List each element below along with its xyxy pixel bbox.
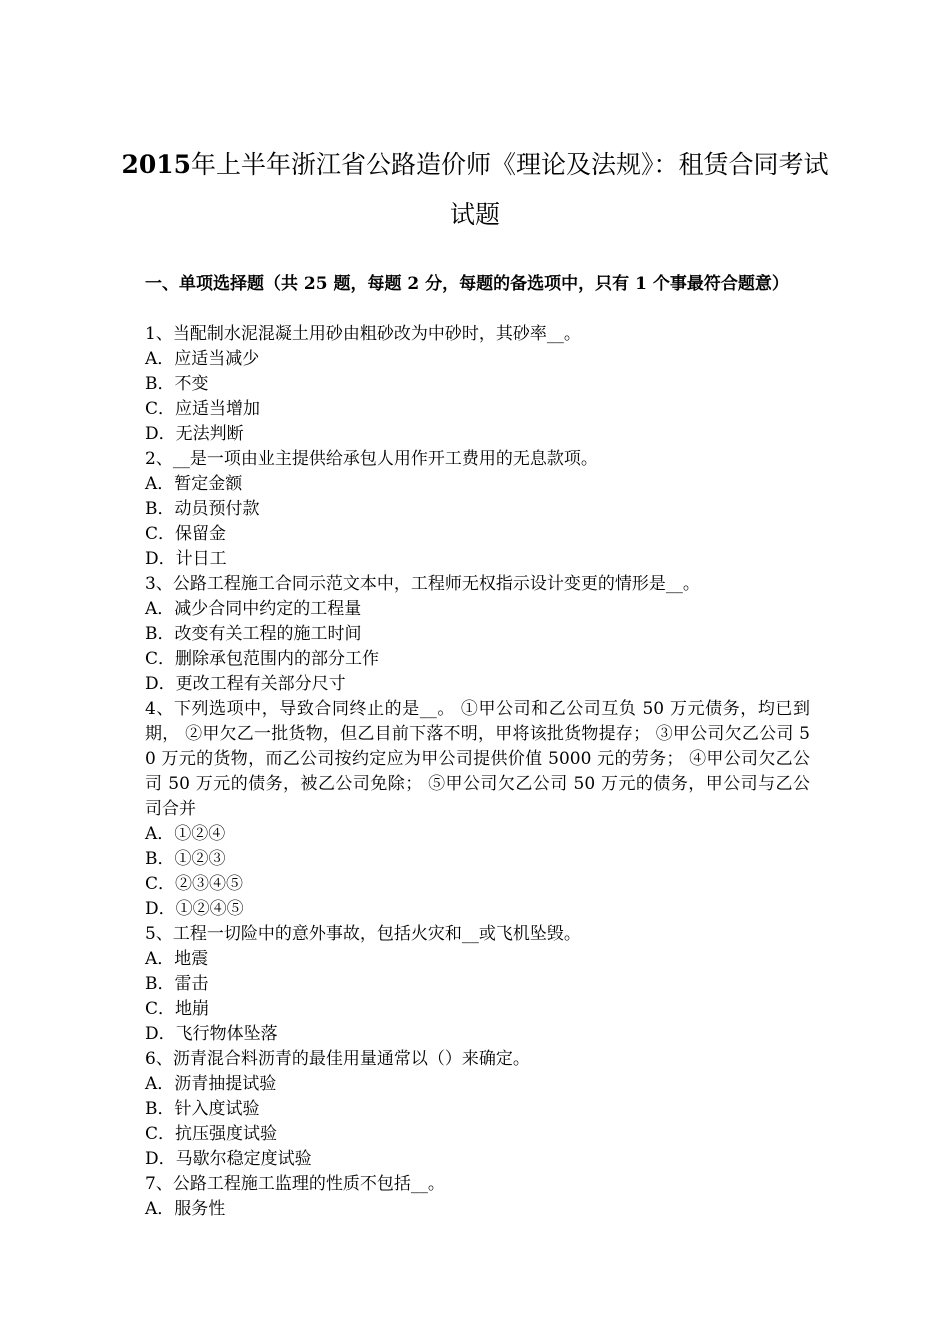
answer-option: B．不变 [145, 374, 209, 394]
question-stem: 2、__是一项由业主提供给承包人用作开工费用的无息款项。 [145, 449, 598, 469]
answer-option: A．地震 [145, 949, 209, 969]
section-heading: 一、单项选择题（共 25 题，每题 2 分，每题的备选项中，只有 1 个事最符合题意） [145, 274, 789, 294]
answer-option: C．抗压强度试验 [145, 1124, 278, 1144]
answer-option: D．计日工 [145, 549, 227, 569]
answer-option: A．服务性 [145, 1199, 226, 1219]
question-stem: 5、工程一切险中的意外事故，包括火灾和__或飞机坠毁。 [145, 924, 581, 944]
title-text: 年上半年浙江省公路造价师《理论及法规》：租赁合同考试试题 [191, 150, 829, 229]
answer-option: D．更改工程有关部分尺寸 [145, 674, 346, 694]
question-stem: 3、公路工程施工合同示范文本中，工程师无权指示设计变更的情形是__。 [145, 574, 700, 594]
answer-option: D．①②④⑤ [145, 899, 244, 919]
answer-option: A．沥青抽提试验 [145, 1074, 277, 1094]
answer-option: D．无法判断 [145, 424, 244, 444]
question-list [145, 322, 810, 1222]
answer-option: B．雷击 [145, 974, 209, 994]
question-stem: 6、沥青混合料沥青的最佳用量通常以（）来确定。 [145, 1049, 530, 1069]
answer-option: D．马歇尔稳定度试验 [145, 1149, 312, 1169]
answer-option: D．飞行物体坠落 [145, 1024, 278, 1044]
answer-option: B．针入度试验 [145, 1099, 260, 1119]
answer-option: B．动员预付款 [145, 499, 260, 519]
answer-option: B．改变有关工程的施工时间 [145, 624, 362, 644]
question-stem: 4、下列选项中，导致合同终止的是__。 ①甲公司和乙公司互负 50 万元债务，均已到期， ②甲欠乙一批货物，但乙目前下落不明，甲将该批货物提存； ③甲公司欠乙公司 50 万元的货物，而乙公司按约定应为甲公司提供价值 5000 元的劳务； ④甲公司欠乙公司 50 万元的债务，被乙公司免除； ⑤甲公司欠乙公司 50 万元的债务，甲公司与乙公司合并 [145, 699, 810, 819]
title-year: 2015 [121, 150, 192, 179]
answer-option: A．暂定金额 [145, 474, 243, 494]
document-title [120, 140, 830, 240]
answer-option: C．应适当增加 [145, 399, 261, 419]
answer-option: A．减少合同中约定的工程量 [145, 599, 362, 619]
answer-option: A．应适当减少 [145, 349, 260, 369]
question-stem: 1、当配制水泥混凝土用砂由粗砂改为中砂时，其砂率__。 [145, 324, 581, 344]
answer-option: C．②③④⑤ [145, 874, 244, 894]
answer-option: C．删除承包范围内的部分工作 [145, 649, 380, 669]
answer-option: C．地崩 [145, 999, 210, 1019]
answer-option: C．保留金 [145, 524, 227, 544]
answer-option: B．①②③ [145, 849, 226, 869]
answer-option: A．①②④ [145, 824, 226, 844]
question-stem: 7、公路工程施工监理的性质不包括__。 [145, 1174, 445, 1194]
